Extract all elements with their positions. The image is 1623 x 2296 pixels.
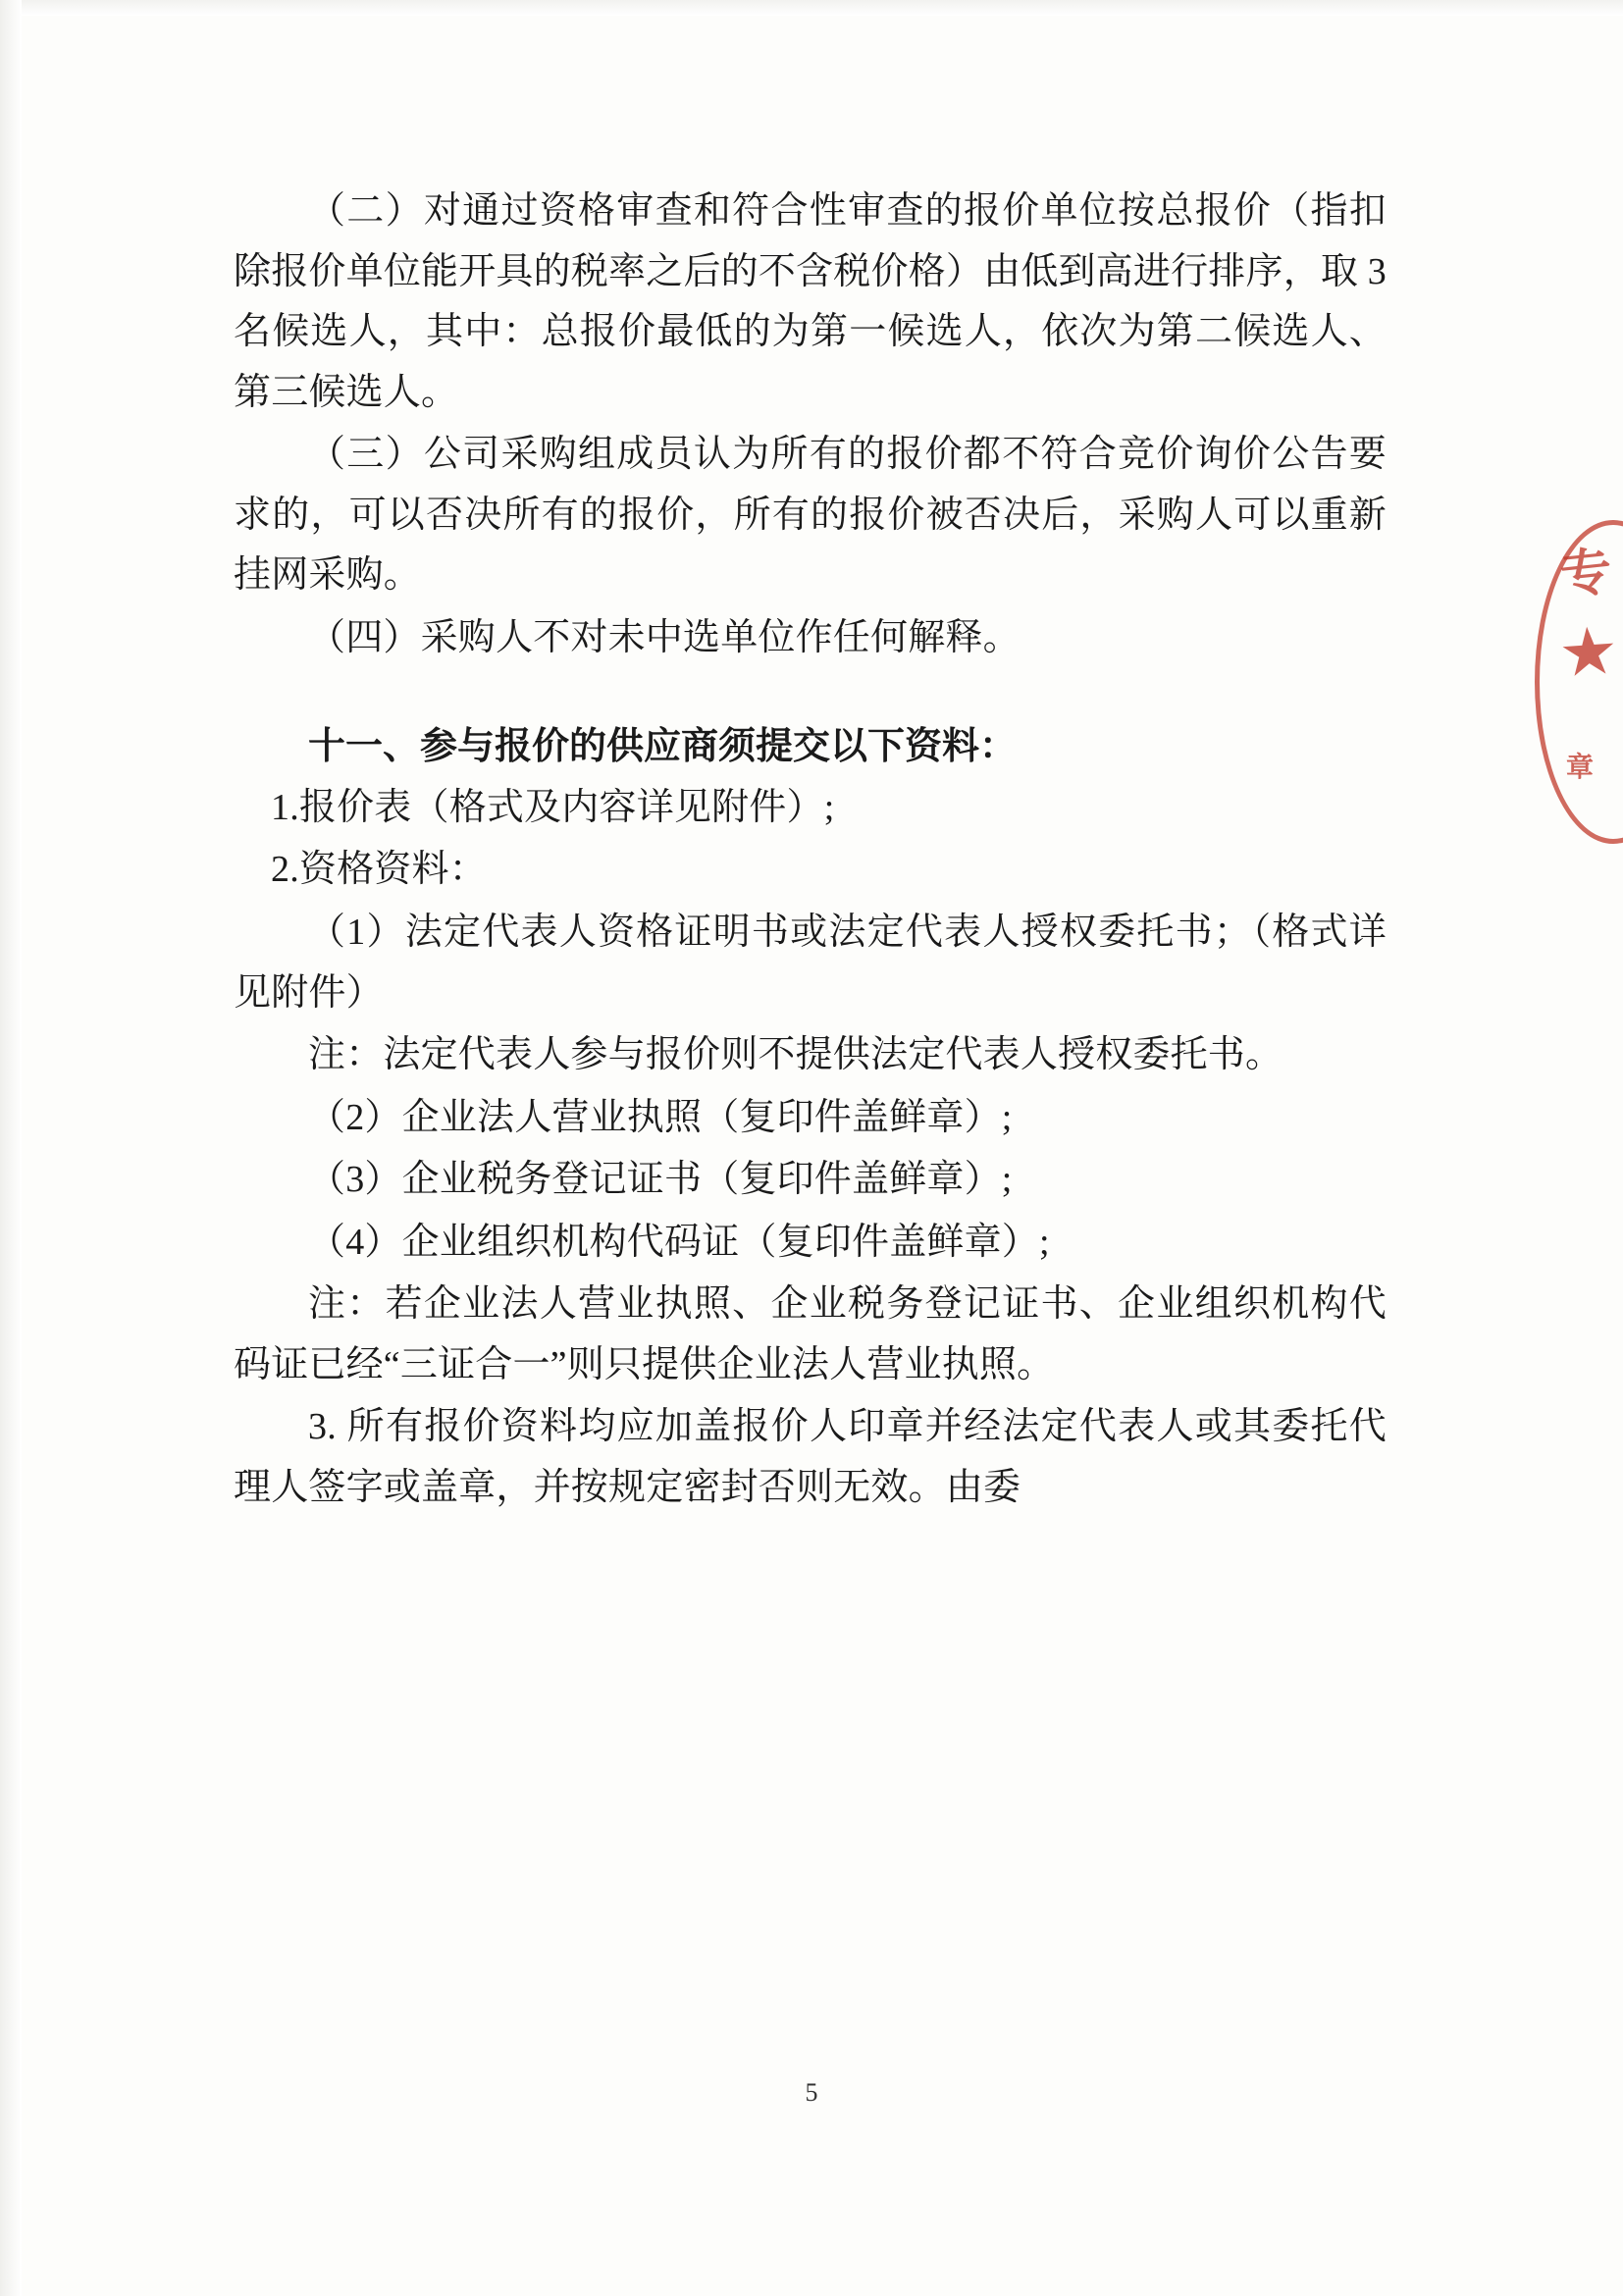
- note-legal-rep: 注：法定代表人参与报价则不提供法定代表人授权委托书。: [308, 1034, 1283, 1076]
- paragraph-item-3: （三）公司采购组成员认为所有的报价都不符合竞价询价公告要求的，可以否决所有的报价，所有的报价被否决后，采购人可以重新挂网采购。: [234, 434, 1387, 597]
- document-body: [234, 182, 1387, 1520]
- section-spacer: [234, 670, 1387, 717]
- list-item-org-code: （4）企业组织机构代码证（复印件盖鲜章）;: [308, 1221, 1050, 1263]
- page-number: 5: [805, 2078, 818, 2107]
- red-seal-stamp: [1554, 520, 1623, 844]
- list-item-tax-registration: （3）企业税务登记证书（复印件盖鲜章）;: [308, 1159, 1013, 1201]
- note-three-in-one: 注：若企业法人营业执照、企业税务登记证书、企业组织机构代码证已经“三证合一”则只提供企业法人营业执照。: [234, 1283, 1387, 1385]
- list-item-seal-requirement: 3. 所有报价资料均应加盖报价人印章并经法定代表人或其委托代理人签字或盖章，并按规定密封否则无效。由委: [234, 1406, 1387, 1508]
- seal-char-bottom: 章: [1566, 753, 1597, 783]
- list-item-business-license: （2）企业法人营业执照（复印件盖鲜章）;: [308, 1096, 1013, 1138]
- paragraph-item-2: （二）对通过资格审查和符合性审查的报价单位按总报价（指扣除报价单位能开具的税率之后的不含税价格）由低到高进行排序，取 3 名候选人，其中：总报价最低的为第一候选人，依次为第二候选人、第三候选人。: [234, 190, 1387, 413]
- scan-edge-left: [0, 0, 22, 2296]
- list-item-qualification: 2.资格资料：: [271, 849, 487, 891]
- seal-star-icon: ★: [1559, 618, 1618, 687]
- paragraph-item-4: （四）采购人不对未中选单位作任何解释。: [308, 616, 1021, 658]
- list-item-legal-rep-cert: （1）法定代表人资格证明书或法定代表人授权委托书；（格式详见附件）: [234, 912, 1387, 1014]
- list-item-quote-form: 1.报价表（格式及内容详见附件）;: [271, 786, 835, 828]
- section-heading-eleven: 十一、参与报价的供应商须提交以下资料：: [308, 726, 1018, 768]
- seal-arc: [1535, 520, 1623, 844]
- scan-edge-top: [0, 0, 1623, 16]
- seal-char-top: 专: [1557, 544, 1615, 605]
